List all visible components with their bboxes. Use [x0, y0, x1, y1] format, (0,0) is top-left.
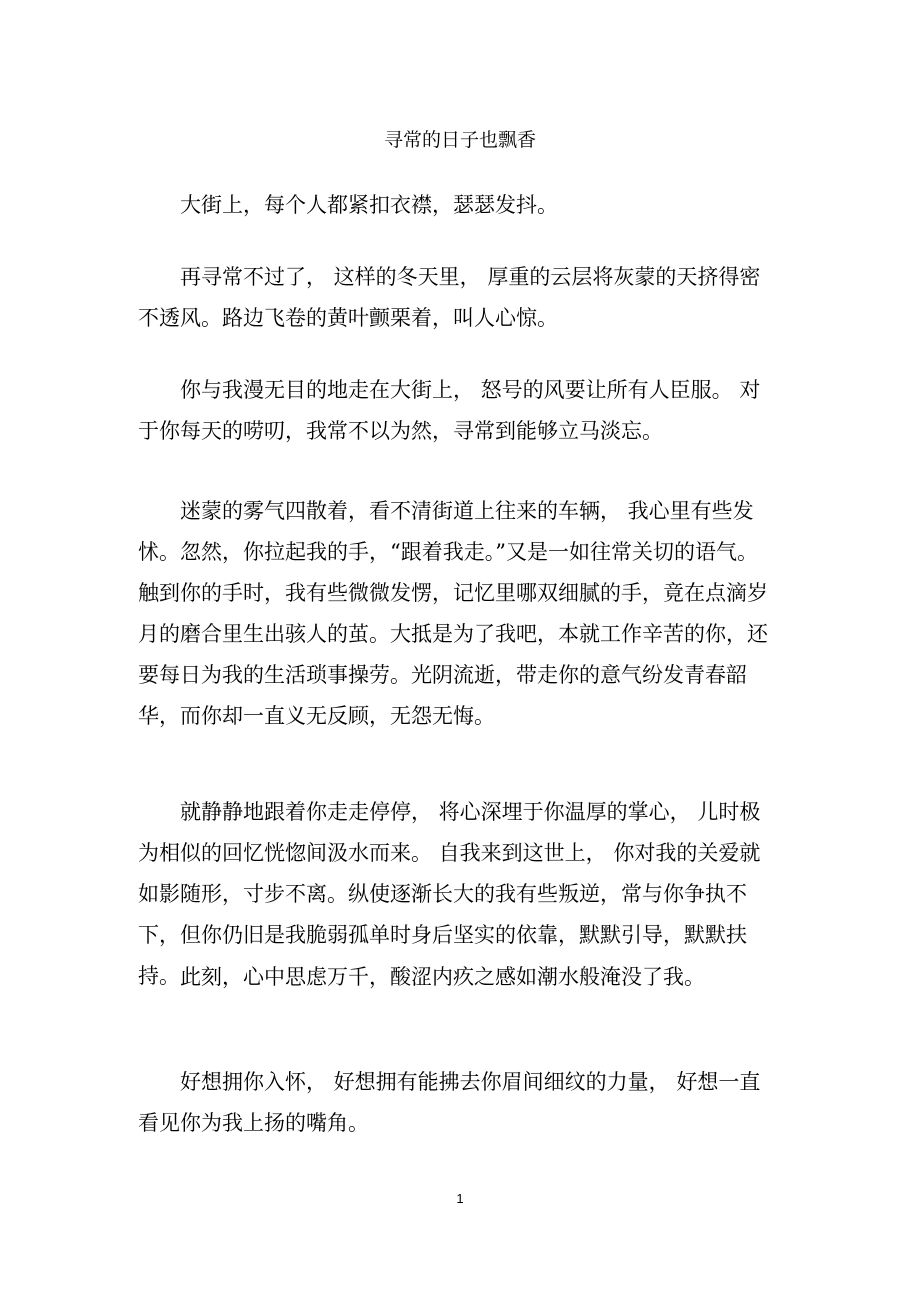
document-title: 寻常的日子也飘香 [383, 129, 536, 151]
paragraph-2: 再寻常不过了， 这样的冬天里， 厚重的云层将灰蒙的天挤得密不透风。路边飞卷的黄叶颤栗着，叫人心惊。 [138, 265, 761, 330]
paragraph-3: 你与我漫无目的地走在大街上， 怒号的风要让所有人臣服。 对于你每天的唠叨，我常不以为然，寻常到能够立马淡忘。 [138, 378, 761, 443]
paragraph-5: 就静静地跟着你走走停停， 将心深埋于你温厚的掌心， 儿时极为相似的回忆恍惚间汲水而来。 自我来到这世上， 你对我的关爱就如影随形，寸步不离。纵使逐渐长大的我有些叛逆，常与你争执不下，但你仍旧是我脆弱孤单时身后坚实的依靠，默默引导，默默扶持。 [138, 800, 761, 988]
paragraph-7: 好想拥你入怀， 好想拥有能拂去你眉间细纹的力量， 好想一直看见你为我上扬的嘴角。 [138, 1070, 761, 1135]
paragraph-6: 此刻，心中思虑万千，酸涩内疚之感如潮水般淹没了我。 [180, 965, 705, 989]
paragraph-4: 迷蒙的雾气四散着，看不清街道上往来的车辆， 我心里有些发怵。忽然，你拉起我的手，“跟着我走。”又是一如往常关切的语气。触到你的手时，我有些微微发愣，记忆里哪双细腻的手，竟在点滴岁月的磨合里生出骇人的茧。大抵是为了我吧，本就工作辛苦的你，还要每日为我的生活琐事操劳。光阴流逝，带走你的意气纷发青春韶华，而你却一直义无反顾，无怨无悔。 [138, 499, 768, 728]
paragraph-1: 大街上，每个人都紧扣衣襟，瑟瑟发抖。 [180, 193, 558, 217]
page-number: 1 [456, 1191, 464, 1206]
